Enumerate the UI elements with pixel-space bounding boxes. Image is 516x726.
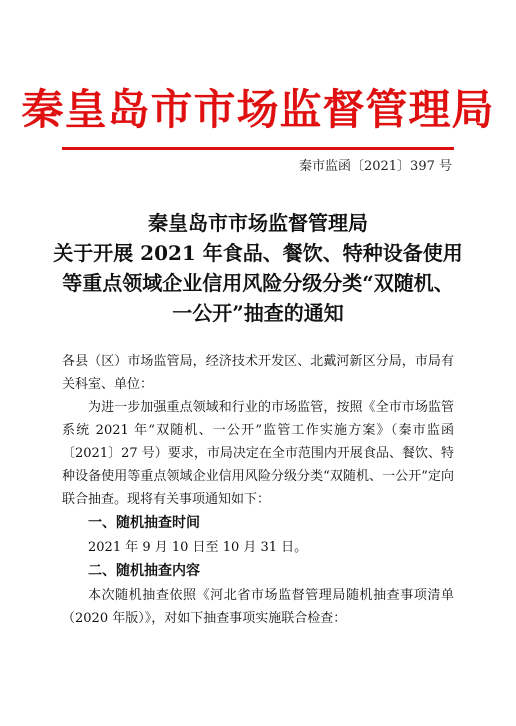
document-number: 秦市监函〔2021〕397 号 — [298, 159, 452, 174]
title-line: 等重点领域企业信用风险分级分类“双随机、 — [62, 271, 454, 295]
section-heading-content: 二、随机抽查内容 — [88, 563, 200, 579]
intro-paragraph: 为进一步加强重点领域和行业的市场监管，按照《全市市场监管系统 2021 年“双随机、一公开”监管工作实施方案》（秦市监函〔2021〕27 号）要求，市局决定在全市范围内开展食品、餐饮、特种设备使用等重点领域企业信用风险分级分类“双随机、一公开”定向联合抽查。现将有关事项通知如下： — [62, 400, 454, 507]
addressee: 各县（区）市场监管局，经济技术开发区、北戴河新区分局，市局有关科室、单位： — [62, 354, 454, 392]
title-line: 秦皇岛市市场监督管理局 — [148, 211, 368, 235]
section-text-content: 本次随机抽查依照《河北省市场监督管理局随机抽查事项清单（2020 年版）》，对如下抽查事项实施联合检查： — [62, 588, 454, 626]
title-line: 关于开展 2021 年食品、餐饮、特种设备使用 — [53, 241, 463, 265]
document-title — [40, 208, 476, 328]
red-divider-line — [62, 147, 454, 150]
section-text-time: 2021 年 9 月 10 日至 10 月 31 日。 — [88, 540, 308, 555]
title-line: 一公开”抽查的通知 — [172, 301, 344, 325]
masthead-title: 秦皇岛市市场监督管理局 — [21, 85, 495, 134]
document-body — [62, 350, 454, 630]
section-heading-time: 一、随机抽查时间 — [88, 515, 200, 531]
